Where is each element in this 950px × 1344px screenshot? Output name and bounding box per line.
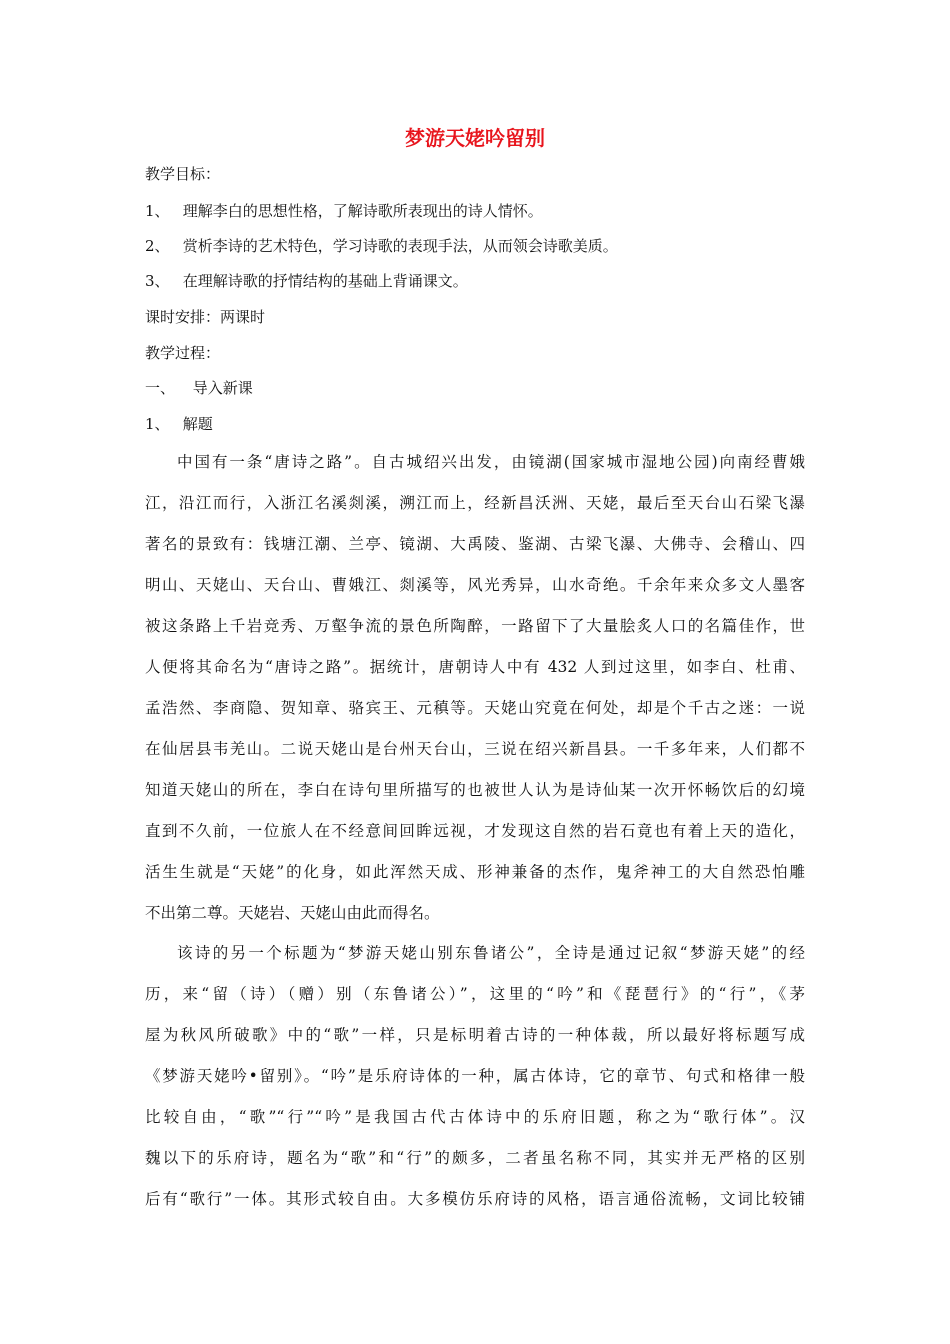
- schedule-line: 课时安排：两课时: [145, 308, 266, 326]
- objective-number: 1、: [145, 202, 170, 220]
- paragraph-line: 知道天姥山的所在，李白在诗句里所描写的也被世人认为是诗仙某一次开怀畅饮后的幻境: [145, 781, 805, 799]
- paragraph-line: 中国有一条“唐诗之路”。自古城绍兴出发，由镜湖(国家城市湿地公园)向南经曹娥: [177, 453, 805, 471]
- document-title: 梦游天姥吟留别: [405, 126, 545, 150]
- paragraph-line: 活生生就是“天姥”的化身，如此浑然天成、形神兼备的杰作，鬼斧神工的大自然恐怕雕: [145, 863, 805, 881]
- paragraph-line: 孟浩然、李商隐、贺知章、骆宾王、元稹等。天姥山究竟在何处，却是个千古之迷：一说: [145, 699, 805, 717]
- paragraph-line: 著名的景致有：钱塘江潮、兰亭、镜湖、大禹陵、鉴湖、古梁飞瀑、大佛寺、会稽山、四: [145, 535, 805, 553]
- paragraph-line: 魏以下的乐府诗，题名为“歌”和“行”的颇多，二者虽名称不同，其实并无严格的区别: [145, 1149, 805, 1167]
- paragraph-line: 江，沿江而行，入浙江名溪剡溪，溯江而上，经新昌沃洲、天姥，最后至天台山石梁飞瀑: [145, 494, 805, 512]
- objective-text: 在理解诗歌的抒情结构的基础上背诵课文。: [182, 272, 468, 290]
- paragraph-line: 后有“歌行”一体。其形式较自由。大多模仿乐府诗的风格，语言通俗流畅，文词比较铺: [145, 1190, 805, 1208]
- paragraph-line: 比较自由，“歌”“行”“吟”是我国古代古体诗中的乐府旧题，称之为“歌行体”。汉: [145, 1108, 805, 1126]
- process-heading: 教学过程：: [145, 344, 221, 362]
- subsection-heading: [145, 414, 213, 434]
- paragraph-line: 直到不久前，一位旅人在不经意间回眸远视，才发现这自然的岩石竟也有着上天的造化，: [145, 822, 805, 840]
- paragraph-line: 该诗的另一个标题为“梦游天姥山别东鲁诸公”，全诗是通过记叙“梦游天姥”的经: [177, 944, 805, 962]
- paragraph-line: 不出第二尊。天姥岩、天姥山由此而得名。: [145, 904, 440, 922]
- objective-item: [145, 271, 468, 291]
- objective-number: 3、: [145, 272, 170, 290]
- section-title: 导入新课: [192, 379, 253, 397]
- objective-text: 理解李白的思想性格，了解诗歌所表现出的诗人情怀。: [182, 202, 543, 220]
- objective-number: 2、: [145, 237, 170, 255]
- objective-item: [145, 236, 618, 256]
- paragraph-line: 在仙居县韦羌山。二说天姥山是台州天台山，三说在绍兴新昌县。一千多年来，人们都不: [145, 740, 805, 758]
- objective-text: 赏析李诗的艺术特色，学习诗歌的表现手法，从而领会诗歌美质。: [182, 237, 618, 255]
- section-number: 一、: [145, 379, 176, 397]
- paragraph-line: 人便将其命名为“唐诗之路”。据统计，唐朝诗人中有 432 人到过这里，如李白、杜甫、: [145, 658, 805, 676]
- objective-item: [145, 201, 543, 221]
- paragraph-line: 明山、天姥山、天台山、曹娥江、剡溪等，风光秀异，山水奇绝。千余年来众多文人墨客: [145, 576, 805, 594]
- paragraph-line: 屋为秋风所破歌》中的“歌”一样，只是标明着古诗的一种体裁，所以最好将标题写成: [145, 1026, 805, 1044]
- subsection-title: 解题: [182, 415, 213, 433]
- paragraph-line: 历，来“留（诗）（赠）别（东鲁诸公）”，这里的“吟”和《琵琶行》的“行”，《茅: [145, 985, 805, 1003]
- objectives-heading: 教学目标：: [145, 165, 221, 183]
- subsection-number: 1、: [145, 415, 170, 433]
- paragraph-line: 《梦游天姥吟•留别》。“吟”是乐府诗体的一种，属古体诗，它的章节、句式和格律一般: [145, 1067, 805, 1085]
- section-heading: [145, 378, 253, 398]
- paragraph-line: 被这条路上千岩竞秀、万壑争流的景色所陶醉，一路留下了大量脍炙人口的名篇佳作，世: [145, 617, 805, 635]
